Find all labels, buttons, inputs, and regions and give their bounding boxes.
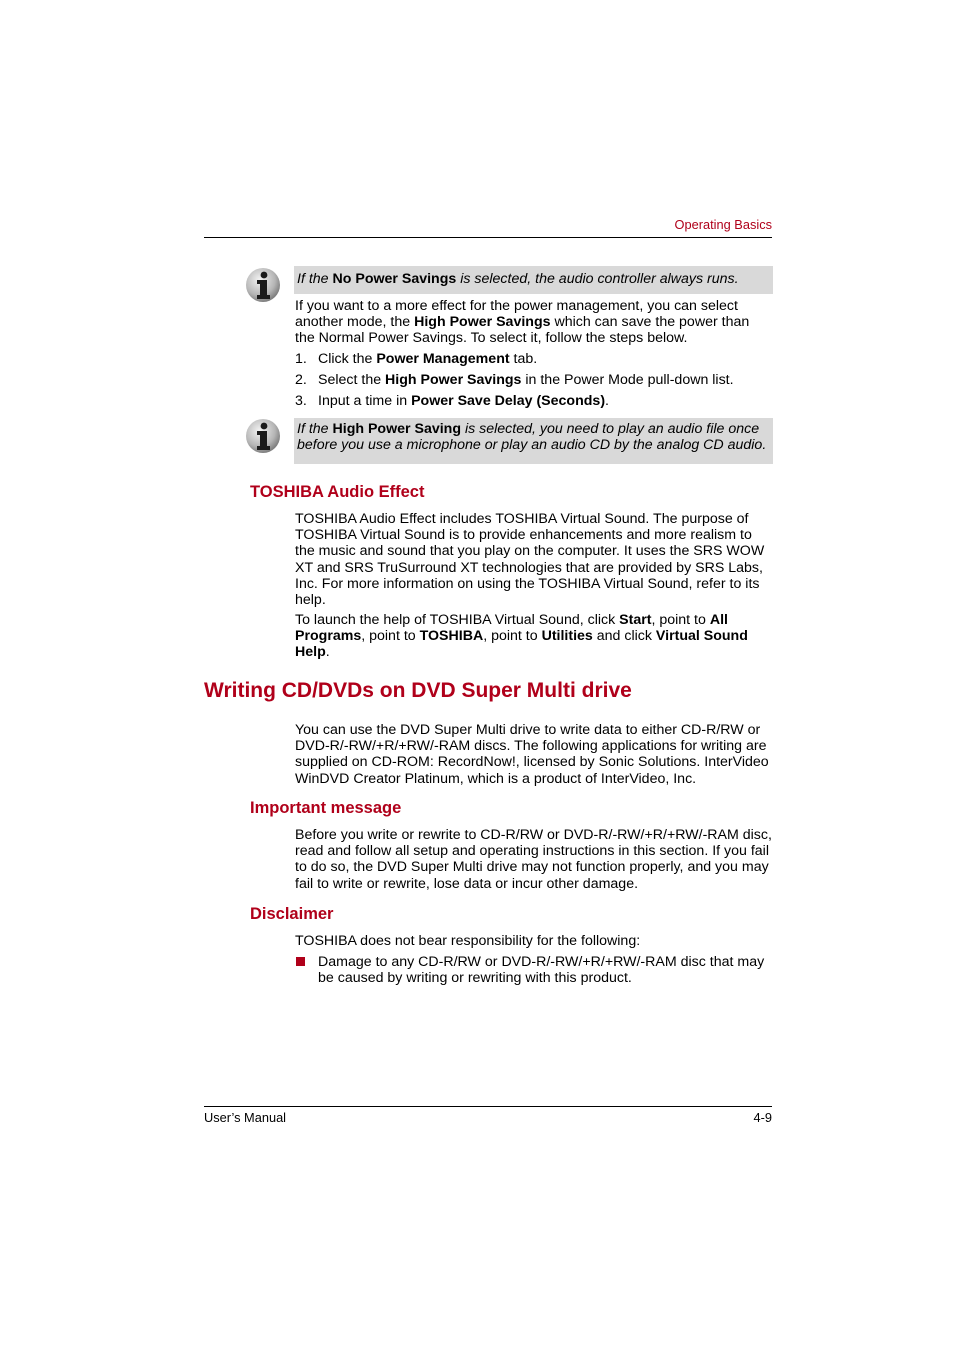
writing-paragraph: You can use the DVD Super Multi drive to write data to either CD-R/RW or DVD-R/-RW/+R/+RW/-RAM discs. The following applications for writing are supplied on CD-ROM: RecordNow!, licensed by Sonic Solutions. InterVideo WinDVD Creator Platinum, which is a product of InterVideo, Inc. [295, 722, 769, 787]
bullet-square-icon [296, 957, 305, 966]
note-box: If the High Power Saving is selected, you need to play an audio file once before you use a microphone or play an audio CD by the analog CD audio. [294, 418, 773, 464]
disclaimer-paragraph: TOSHIBA does not bear responsibility for the following: [295, 933, 641, 949]
footer-manual-title: User’s Manual [204, 1110, 287, 1125]
step-number: 1. [295, 351, 307, 367]
info-icon [245, 418, 281, 454]
section-heading: TOSHIBA Audio Effect [250, 483, 425, 501]
page-number: 4-9 [753, 1110, 772, 1125]
chapter-section-title: Writing CD/DVDs on DVD Super Multi drive [204, 679, 632, 702]
step-number: 3. [295, 393, 307, 409]
list-item: Damage to any CD-R/RW or DVD-R/-RW/+R/+RW/-RAM disc that may be caused by writing or rewriting with this product. [318, 954, 765, 987]
section-heading: Important message [250, 799, 402, 817]
note-box: If the No Power Savings is selected, the audio controller always runs. [294, 266, 773, 294]
step-text: Input a time in Power Save Delay (Seconds). [318, 393, 609, 409]
section-heading: Disclaimer [250, 905, 334, 923]
footer-rule [204, 1106, 772, 1107]
intro-paragraph: If you want to a more effect for the power management, you can select another mode, the High Power Savings which can save the power than the Normal Power Savings. To select it, follow the steps below. [295, 298, 750, 347]
step-text: Click the Power Management tab. [318, 351, 538, 367]
step-text: Select the High Power Savings in the Power Mode pull-down list. [318, 372, 734, 388]
launch-help-paragraph: To launch the help of TOSHIBA Virtual Sound, click Start, point to All Programs, point to TOSHIBA, point to Utilities and click Virtual Sound Help. [295, 612, 748, 661]
step-number: 2. [295, 372, 307, 388]
header-rule [204, 237, 772, 238]
audio-effect-paragraph: TOSHIBA Audio Effect includes TOSHIBA Virtual Sound. The purpose of TOSHIBA Virtual Sound is to provide enhancements and more realism to the music and sound that you play on the computer. It uses the SRS WOW XT and SRS TruSurround XT technologies that are provided by SRS Labs, Inc. For more information on using the TOSHIBA Virtual Sound, refer to its help. [295, 511, 765, 609]
important-paragraph: Before you write or rewrite to CD-R/RW or DVD-R/-RW/+R/+RW/-RAM disc, read and follow all setup and operating instructions in this section. If you fail to do so, the DVD Super Multi drive may not function properly, and you may fail to write or rewrite, lose data or incur other damage. [295, 827, 772, 892]
running-header: Operating Basics [674, 217, 772, 232]
info-icon [245, 267, 281, 303]
